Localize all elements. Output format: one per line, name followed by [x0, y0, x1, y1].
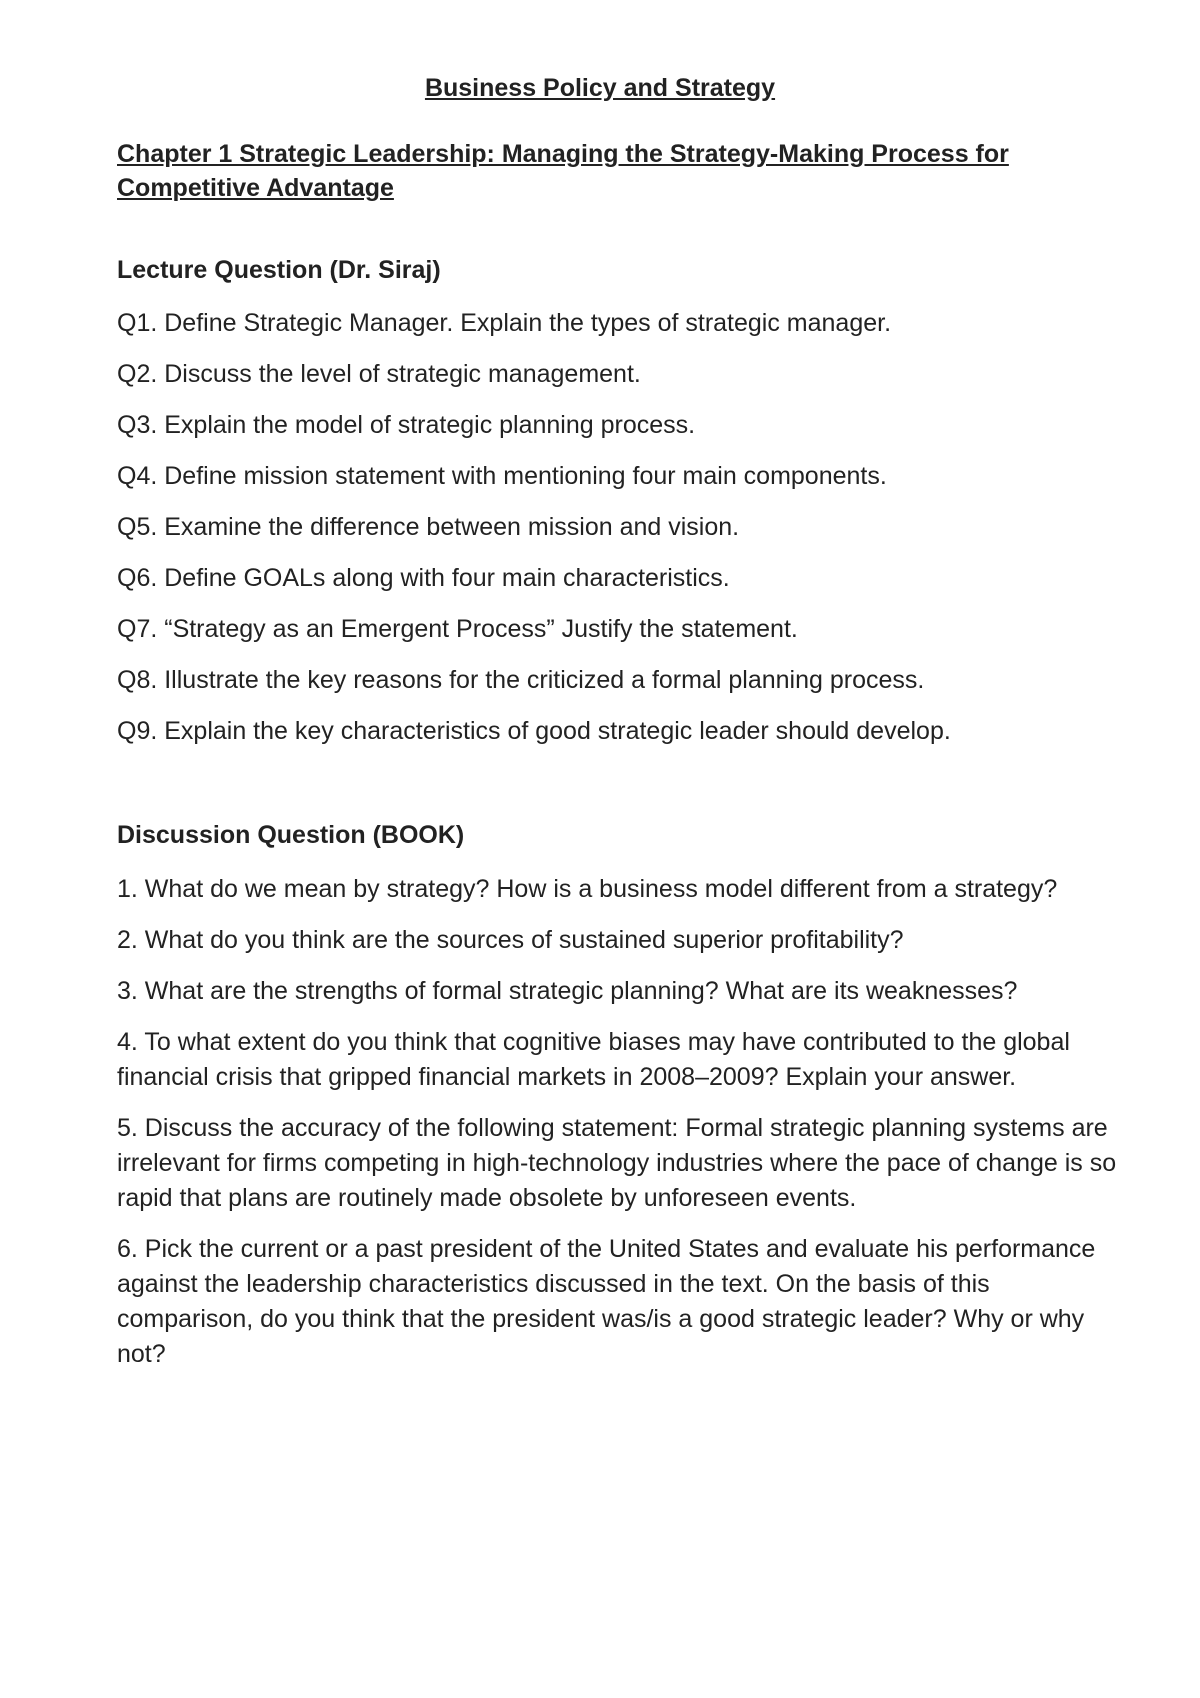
book-question-3: 3. What are the strengths of formal strategic planning? What are its weaknesses?: [117, 977, 1018, 1005]
lecture-question-8: Q8. Illustrate the key reasons for the criticized a formal planning process.: [117, 666, 925, 694]
lecture-question-4: Q4. Define mission statement with mentioning four main components.: [117, 462, 887, 490]
book-questions-heading: Discussion Question (BOOK): [117, 821, 465, 849]
book-question-4: 4. To what extent do you think that cognitive biases may have contributed to the global financial crisis that gripped financial markets in 2008–2009? Explain your answer.: [117, 1028, 1070, 1091]
lecture-question-list: [117, 307, 1127, 766]
lecture-question-1: Q1. Define Strategic Manager. Explain the types of strategic manager.: [117, 309, 892, 337]
lecture-question-9: Q9. Explain the key characteristics of good strategic leader should develop.: [117, 717, 951, 745]
lecture-question-7: Q7. “Strategy as an Emergent Process” Justify the statement.: [117, 615, 798, 643]
lecture-questions-heading: Lecture Question (Dr. Siraj): [117, 256, 441, 284]
chapter-heading: Chapter 1 Strategic Leadership: Managing the Strategy-Making Process for Competitive Advantage: [117, 140, 1009, 202]
book-question-6: 6. Pick the current or a past president of the United States and evaluate his performance against the leadership characteristics discussed in the text. On the basis of this comparison, do you think that the president was/is a good strategic leader? Why or why not?: [117, 1235, 1096, 1368]
book-question-1: 1. What do we mean by strategy? How is a business model different from a strategy?: [117, 875, 1058, 903]
lecture-question-2: Q2. Discuss the level of strategic management.: [117, 360, 641, 388]
document-title: Business Policy and Strategy: [424, 74, 776, 102]
lecture-question-5: Q5. Examine the difference between mission and vision.: [117, 513, 740, 541]
book-question-list: [117, 872, 1127, 1388]
book-question-2: 2. What do you think are the sources of sustained superior profitability?: [117, 926, 904, 954]
book-question-5: 5. Discuss the accuracy of the following statement: Formal strategic planning systems are irrelevant for firms competing in high-technology industries where the pace of change is so rapid that plans are routinely made obsolete by unforeseen events.: [117, 1114, 1117, 1212]
lecture-question-3: Q3. Explain the model of strategic planning process.: [117, 411, 696, 439]
lecture-question-6: Q6. Define GOALs along with four main characteristics.: [117, 564, 730, 592]
